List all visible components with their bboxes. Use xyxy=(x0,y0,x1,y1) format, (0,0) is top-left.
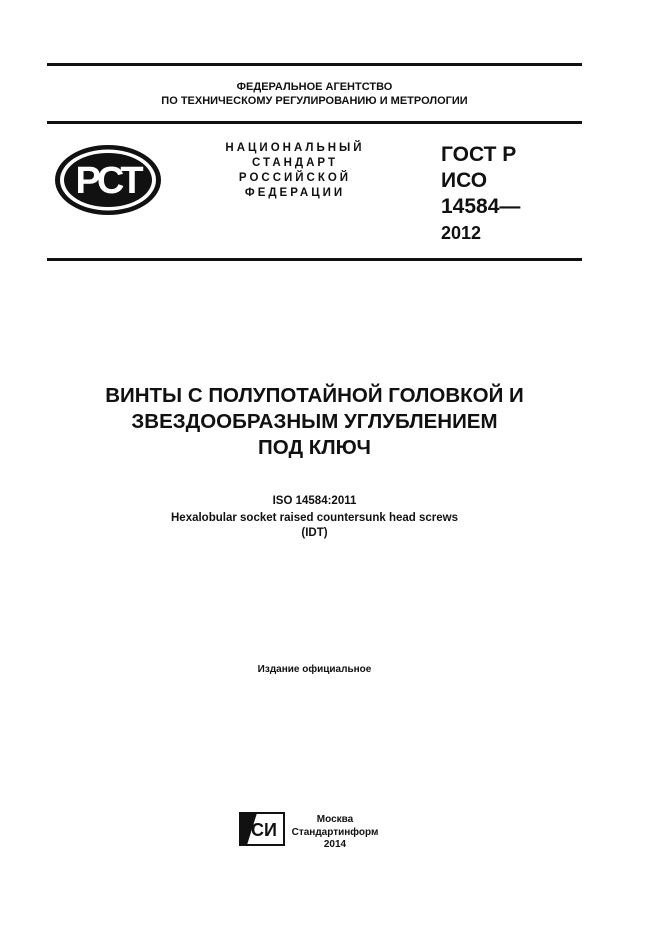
title-line-3: ПОД КЛЮЧ xyxy=(258,436,371,459)
publisher-year: 2014 xyxy=(323,839,347,850)
publisher-name: Стандартинформ xyxy=(291,826,379,838)
rst-certification-mark-icon xyxy=(53,143,163,217)
publisher-info xyxy=(290,814,380,852)
document-title xyxy=(47,383,582,461)
publisher-logo-text: СИ xyxy=(251,820,277,840)
agency-line-1: ФЕДЕРАЛЬНОЕ АГЕНТСТВО xyxy=(236,81,393,93)
agency-line-2: ПО ТЕХНИЧЕСКОМУ РЕГУЛИРОВАНИЮ И МЕТРОЛОГИИ xyxy=(161,95,468,107)
bottom-header-rule xyxy=(47,258,582,261)
code-year: 2012 xyxy=(441,223,482,243)
natstd-line-4: ФЕДЕРАЦИИ xyxy=(244,187,346,199)
natstd-line-2: СТАНДАРТ xyxy=(252,157,338,169)
code-line-1: ГОСТ Р xyxy=(441,143,517,166)
code-line-2: ИСО xyxy=(441,169,488,192)
title-line-1: ВИНТЫ С ПОЛУПОТАЙНОЙ ГОЛОВКОЙ И xyxy=(105,384,524,407)
agency-name xyxy=(47,80,582,108)
top-rule xyxy=(47,63,582,66)
title-line-2: ЗВЕЗДООБРАЗНЫМ УГЛУБЛЕНИЕМ xyxy=(131,410,498,433)
iso-english-title: Hexalobular socket raised countersunk head screws xyxy=(171,512,458,524)
national-standard-label xyxy=(200,141,390,201)
natstd-line-3: РОССИЙСКОЙ xyxy=(238,172,352,184)
iso-reference-block xyxy=(47,494,582,541)
rst-logo-text: РСТ xyxy=(75,160,141,202)
code-line-3: 14584— xyxy=(441,195,521,218)
standartinform-logo-icon xyxy=(239,812,285,846)
iso-reference: ISO 14584:2011 xyxy=(272,495,357,507)
natstd-line-1: НАЦИОНАЛЬНЫЙ xyxy=(225,142,365,154)
edition-label: Издание официальное xyxy=(257,664,372,675)
header-rule xyxy=(47,121,582,124)
standard-code xyxy=(441,142,520,246)
publisher-city: Москва xyxy=(316,814,354,825)
iso-equivalence: (IDT) xyxy=(301,527,328,539)
